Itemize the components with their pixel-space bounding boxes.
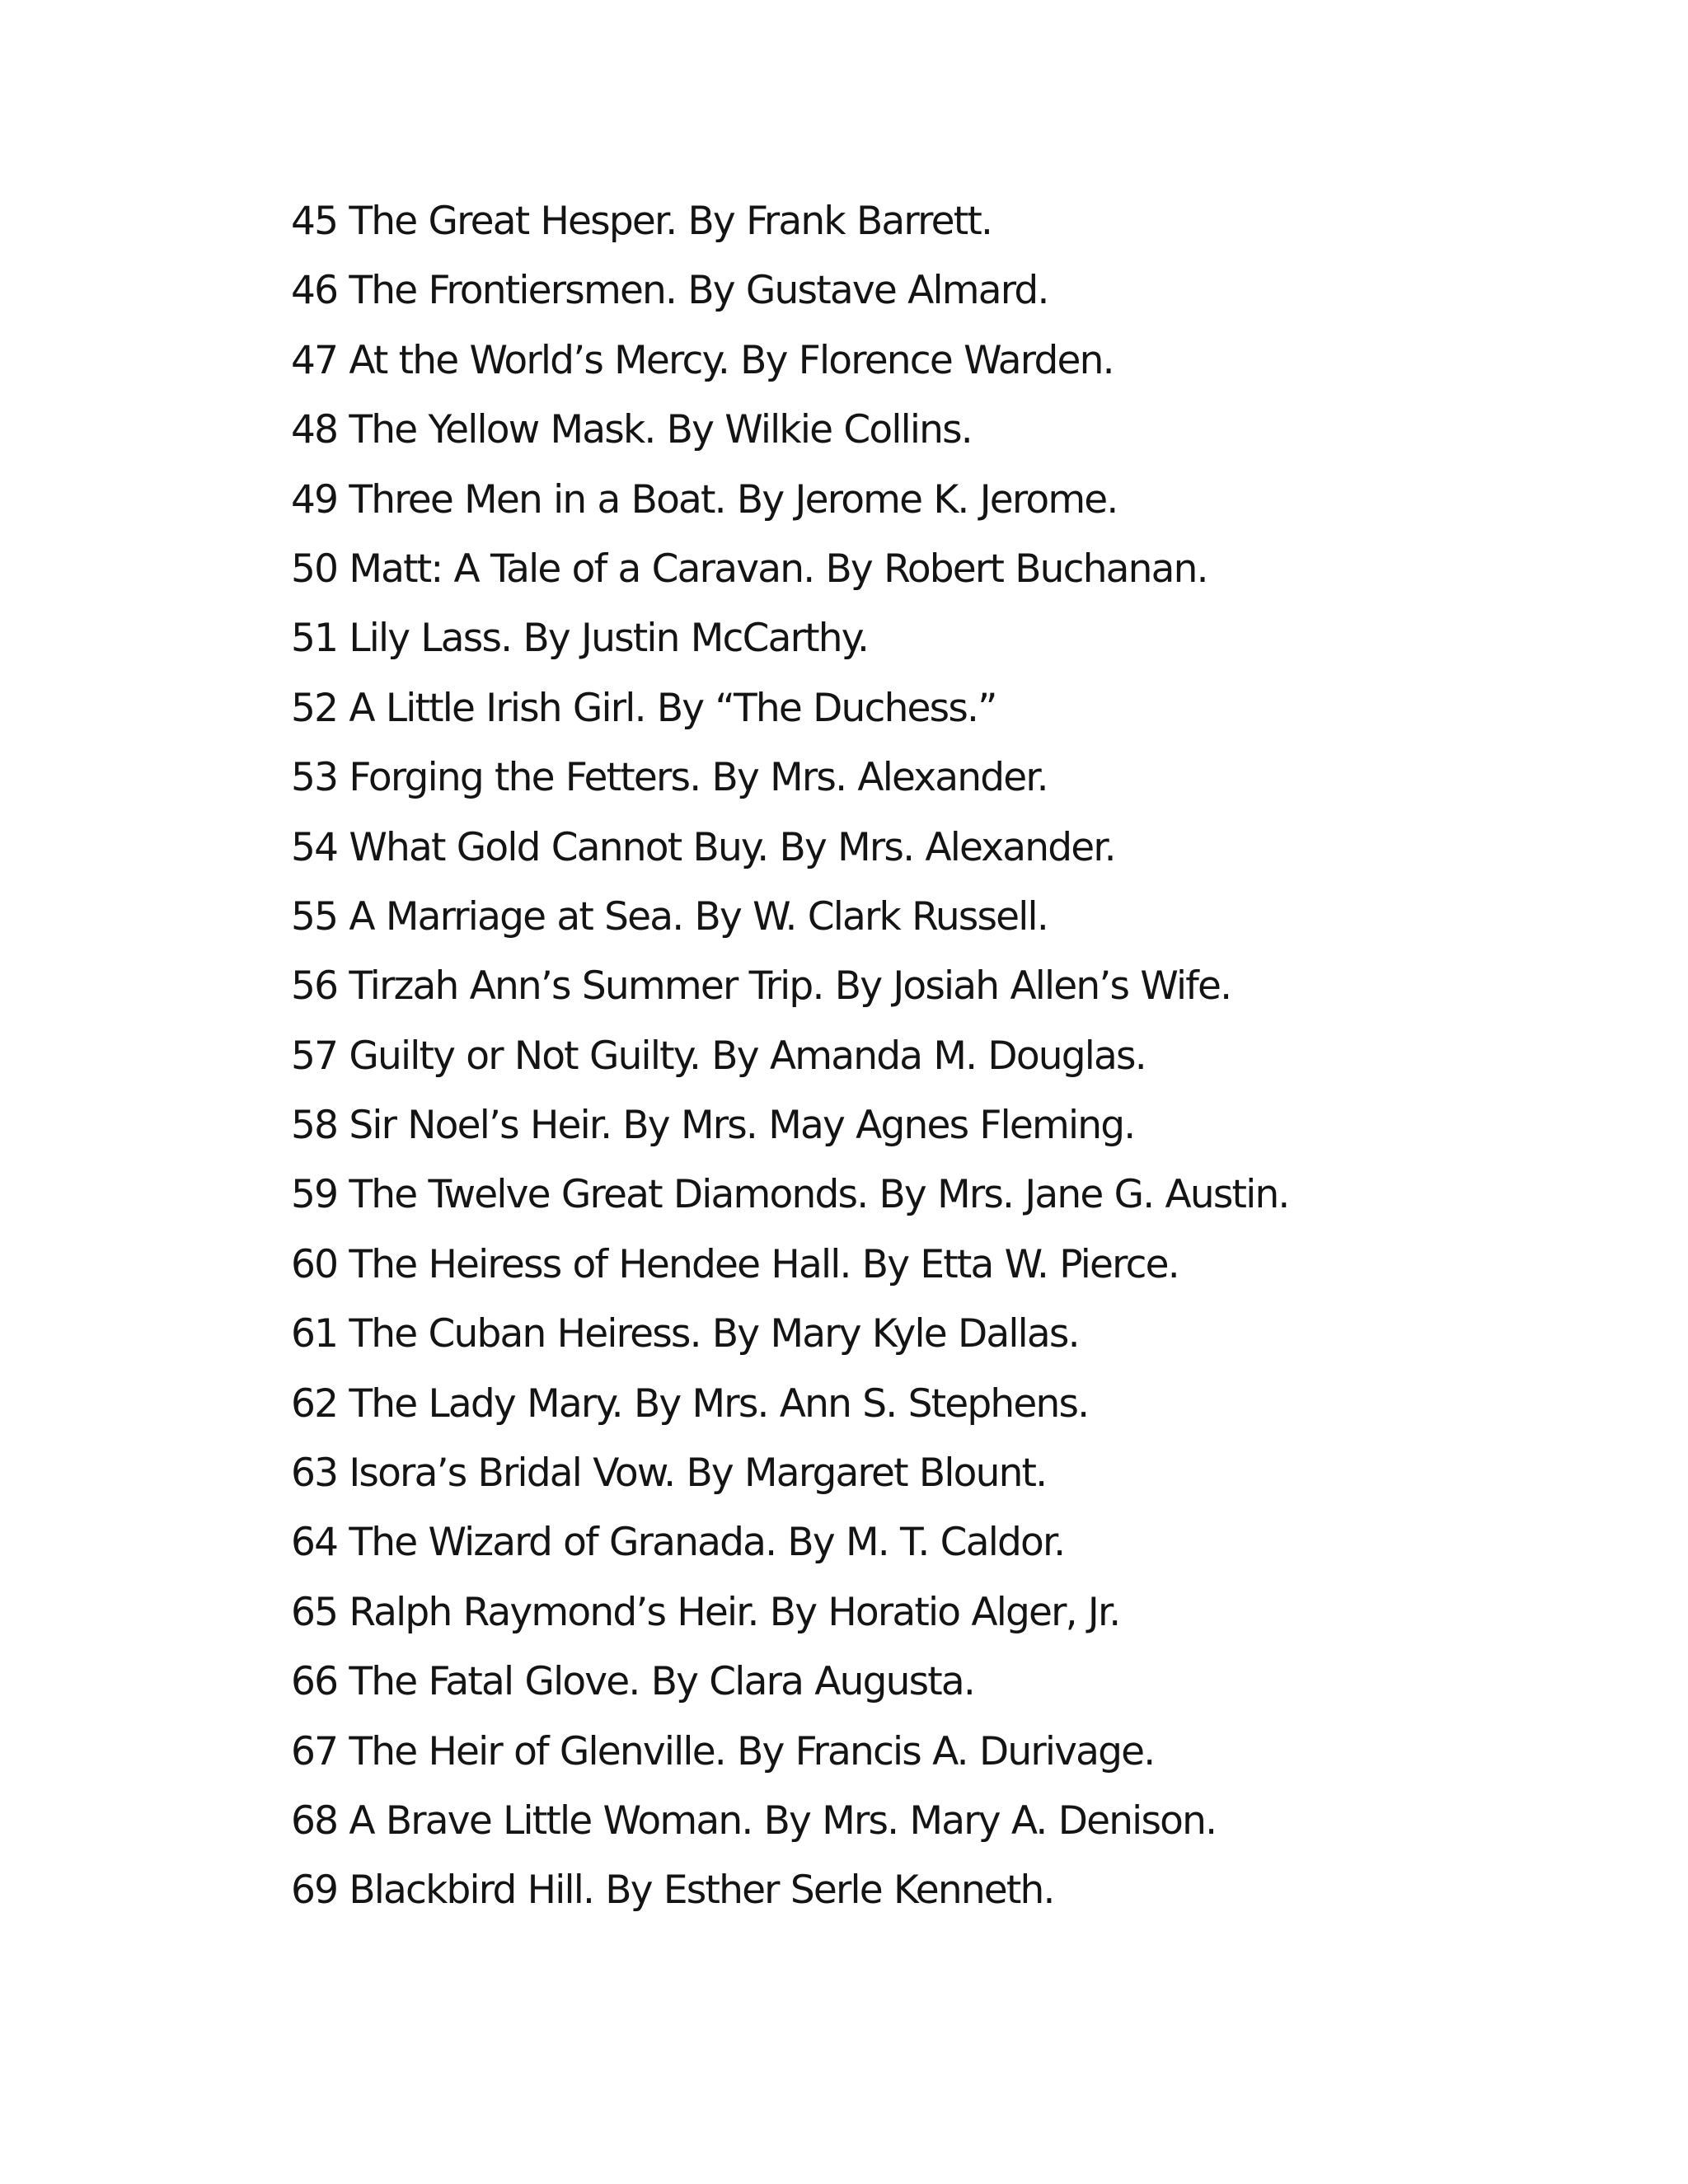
- catalog-entry: 61 The Cuban Heiress. By Mary Kyle Dallas.: [291, 1311, 1079, 1357]
- catalog-entry: 64 The Wizard of Granada. By M. T. Caldor.: [291, 1520, 1065, 1566]
- catalog-entry: 50 Matt: A Tale of a Caravan. By Robert Buchanan.: [291, 546, 1207, 592]
- catalog-entry: 69 Blackbird Hill. By Esther Serle Kenneth.: [291, 1868, 1054, 1914]
- catalog-entry: 49 Three Men in a Boat. By Jerome K. Jerome.: [291, 476, 1118, 523]
- catalog-entry: 55 A Marriage at Sea. By W. Clark Russell.: [291, 893, 1048, 940]
- catalog-entry: 52 A Little Irish Girl. By “The Duchess.”: [291, 685, 996, 731]
- catalog-entry: 46 The Frontiersmen. By Gustave Almard.: [291, 268, 1048, 314]
- catalog-entry: 58 Sir Noel’s Heir. By Mrs. May Agnes Fleming.: [291, 1103, 1135, 1149]
- catalog-entry: 65 Ralph Raymond’s Heir. By Horatio Alger, Jr.: [291, 1589, 1120, 1635]
- catalog-entry: 56 Tirzah Ann’s Summer Trip. By Josiah Allen’s Wife.: [291, 963, 1231, 1010]
- catalog-entry: 53 Forging the Fetters. By Mrs. Alexander.: [291, 755, 1048, 801]
- catalog-entry: 68 A Brave Little Woman. By Mrs. Mary A. Denison.: [291, 1797, 1217, 1844]
- catalog-entry: 47 At the World’s Mercy. By Florence Warden.: [291, 337, 1114, 383]
- catalog-entry: 59 The Twelve Great Diamonds. By Mrs. Jane G. Austin.: [291, 1172, 1289, 1218]
- catalog-entry: 54 What Gold Cannot Buy. By Mrs. Alexander.: [291, 824, 1115, 870]
- book-catalog-list: [291, 196, 1289, 1935]
- catalog-entry: 57 Guilty or Not Guilty. By Amanda M. Douglas.: [291, 1033, 1146, 1079]
- catalog-entry: 63 Isora’s Bridal Vow. By Margaret Blount.: [291, 1451, 1047, 1497]
- catalog-entry: 62 The Lady Mary. By Mrs. Ann S. Stephens.: [291, 1380, 1089, 1427]
- catalog-entry: 51 Lily Lass. By Justin McCarthy.: [291, 616, 869, 662]
- catalog-entry: 45 The Great Hesper. By Frank Barrett.: [291, 199, 992, 244]
- catalog-entry: 60 The Heiress of Hendee Hall. By Etta W. Pierce.: [291, 1241, 1179, 1287]
- catalog-entry: 66 The Fatal Glove. By Clara Augusta.: [291, 1659, 975, 1705]
- catalog-entry: 48 The Yellow Mask. By Wilkie Collins.: [291, 407, 972, 453]
- catalog-entry: 67 The Heir of Glenville. By Francis A. Durivage.: [291, 1728, 1155, 1774]
